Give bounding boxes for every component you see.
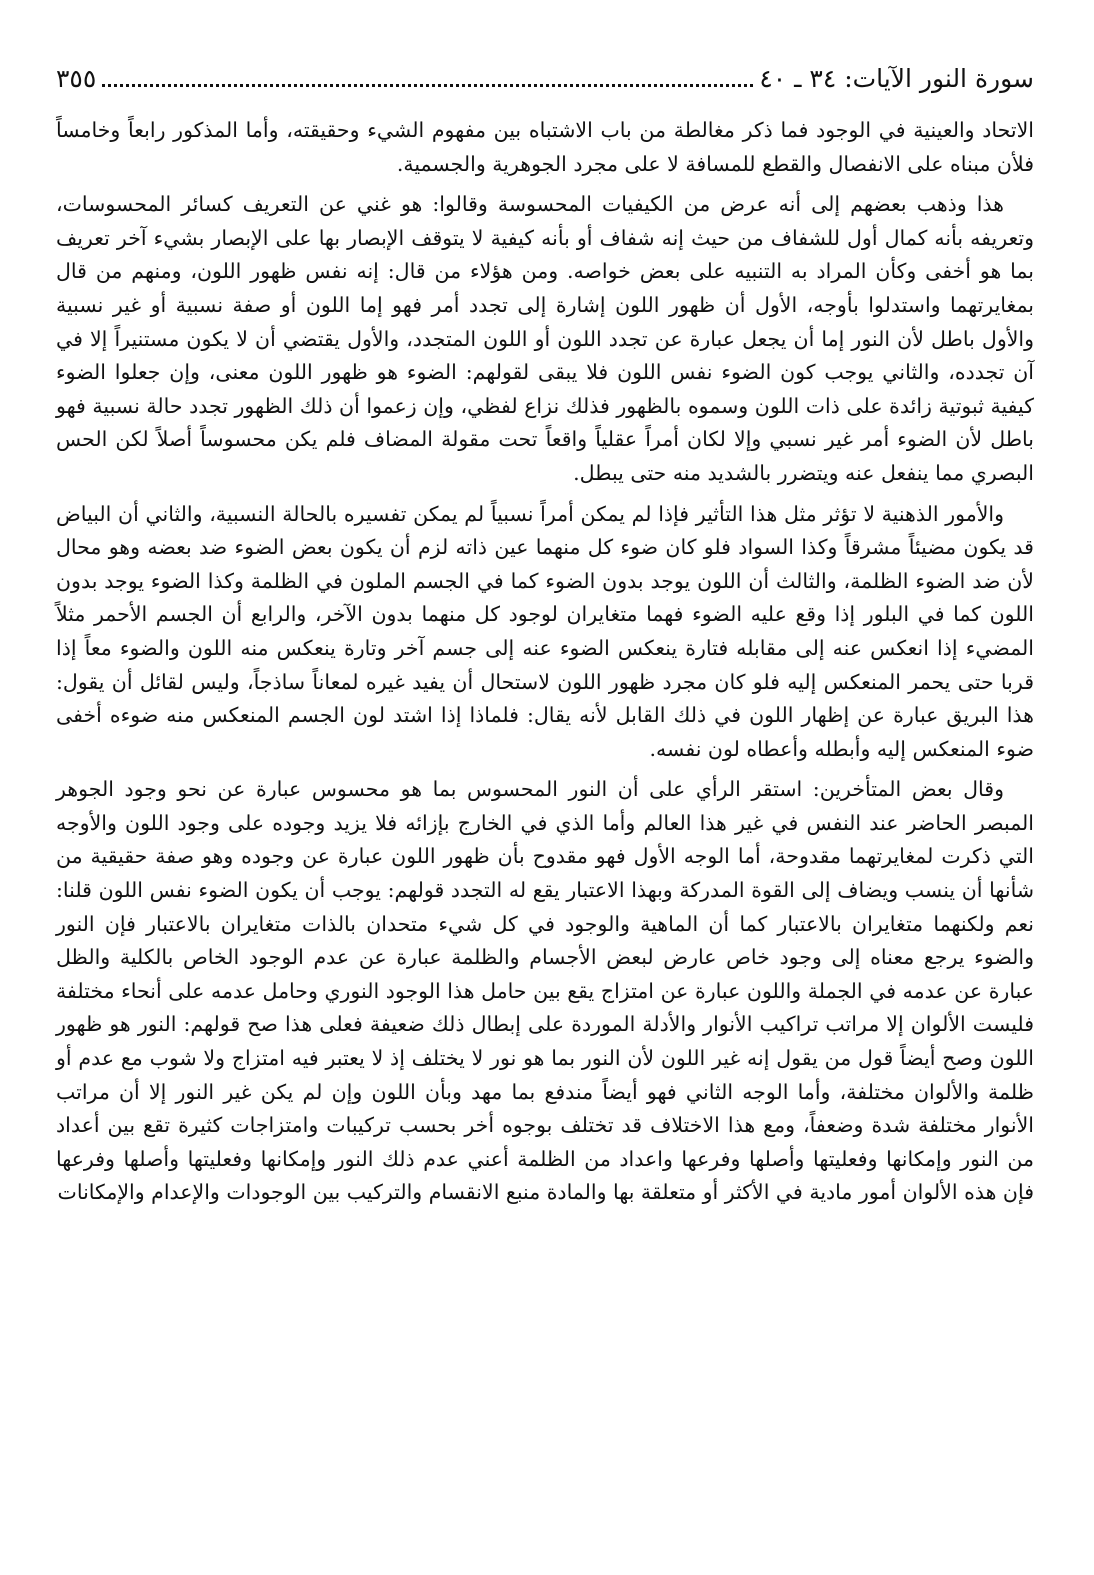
body-text (56, 114, 1034, 1210)
paragraph: هذا وذهب بعضهم إلى أنه عرض من الكيفيات المحسوسة وقالوا: هو غني عن التعريف كسائر المحسوسات، وتعريفه بأنه كمال أول للشفاف من حيث إنه شفاف أو بأنه كيفية لا يتوقف الإبصار بها على الإبصار بشيء آخر تعريف بما هو أخفى وكأن المراد به التنبيه على بعض خواصه. ومن هؤلاء من قال: إنه نفس ظهور اللون، ومنهم من قال بمغايرتهما واستدلوا بأوجه، الأول أن ظهور اللون إشارة إلى تجدد أمر فهو إما اللون أو صفة نسبية أو غير نسبية والأول باطل لأن النور إما أن يجعل عبارة عن تجدد اللون أو اللون المتجدد، والأول يقتضي أن لا يكون مستنيراً إلا في آن تجدده، والثاني يوجب كون الضوء نفس اللون فلا يبقى لقولهم: الضوء هو ظهور اللون معنى، وإن جعلوا الضوء كيفية ثبوتية زائدة على ذات اللون وسموه بالظهور فذلك نزاع لفظي، وإن زعموا أن ذلك الظهور تجدد حالة نسبية فهو باطل لأن الضوء أمر غير نسبي وإلا لكان أمراً عقلياً واقعاً تحت مقولة المضاف فلم يكن محسوساً أصلاً لكن الحس البصري مما ينفعل عنه ويتضرر بالشديد منه حتى يبطل. (56, 192, 1034, 485)
running-header (56, 64, 1034, 104)
page-number: ٣٥٥ (56, 64, 97, 93)
dotted-leader (102, 84, 753, 87)
chapter-title: سورة النور الآيات: ٣٤ ـ ٤٠ (759, 64, 1034, 93)
paragraph: والأمور الذهنية لا تؤثر مثل هذا التأثير فإذا لم يمكن أمراً نسبياً لم يمكن تفسيره بالحالة النسبية، والثاني أن البياض قد يكون مضيئاً مشرقاً وكذا السواد فلو كان ضوء كل منهما عين ذاته لزم أن يكون بعض الضوء ضد بعضه وهو محال لأن ضد الضوء الظلمة، والثالث أن اللون يوجد بدون الضوء كما في الجسم الملون في الظلمة وكذا الضوء يوجد بدون اللون كما في البلور إذا وقع عليه الضوء فهما متغايران لوجود كل منهما بدون الآخر، والرابع أن الجسم الأحمر مثلاً المضيء إذا انعكس عنه إلى مقابله فتارة ينعكس الضوء عنه إلى جسم آخر وتارة ينعكس منه اللون والضوء معاً إذا قربا حتى يحمر المنعكس إليه فلو كان مجرد ظهور اللون لاستحال أن يفيد غيره لمعاناً ساذجاً، وليس لقائل أن يقول: هذا البريق عبارة عن إظهار اللون في ذلك القابل لأنه يقال: فلماذا إذا اشتد لون الجسم المنعكس منه ضوءه أخفى ضوء المنعكس إليه وأبطله وأعطاه لون نفسه. (56, 501, 1034, 761)
paragraph: وقال بعض المتأخرين: استقر الرأي على أن النور المحسوس بما هو محسوس عبارة عن نحو وجود الجوهر المبصر الحاضر عند النفس في غير هذا العالم وأما الذي في الخارج بإزائه فلا يزيد وجوده على وجود اللون والأوجه التي ذكرت لمغايرتهما مقدوحة، أما الوجه الأول فهو مقدوح بأن ظهور اللون عبارة عن وجوده وهو صفة حقيقية من شأنها أن ينسب ويضاف إلى القوة المدركة وبهذا الاعتبار يقع له التجدد قولهم: يوجب أن يكون الضوء نفس اللون قلنا: نعم ولكنهما متغايران بالاعتبار كما أن الماهية والوجود في كل شيء متحدان بالذات متغايران بالاعتبار فإن النور والضوء يرجع معناه إلى وجود خاص عارض لبعض الأجسام والظلمة عبارة عن عدم الوجود الخاص بالكلية والظل عبارة عن عدمه في الجملة واللون عبارة عن امتزاج يقع بين حامل هذا الوجود النوري وحامل عدمه على أنحاء مختلفة فليست الألوان إلا مراتب تراكيب الأنوار والأدلة الموردة على إبطال ذلك ضعيفة فعلى هذا صح قولهم: النور هو ظهور اللون وصح أيضاً قول من يقول إنه غير اللون لأن النور بما هو نور لا يختلف إذ لا يعتبر فيه امتزاج ولا شوب مع عدم أو ظلمة والألوان مختلفة، وأما الوجه الثاني فهو أيضاً مندفع بما مهد وبأن اللون وإن لم يكن غير النور إلا أن مراتب الأنوار مختلفة شدة وضعفاً، ومع هذا الاختلاف قد تختلف بوجوه أخر بحسب تركيبات وامتزاجات كثيرة تقع بين أعداد من النور وإمكانها وفعليتها وأصلها وفرعها واعداد من الظلمة أعني عدم ذلك النور وإمكانها وفعليتها وأصلها وفرعها فإن هذه الألوان أمور مادية في الأكثر أو متعلقة بها والمادة منبع الانقسام والتركيب بين الوجودات والإعدام والإمكانات (56, 777, 1034, 1205)
paragraph: الاتحاد والعينية في الوجود فما ذكر مغالطة من باب الاشتباه بين مفهوم الشيء وحقيقته، وأما المذكور رابعاً وخامساً فلأن مبناه على الانفصال والقطع للمسافة لا على مجرد الجوهرية والجسمية. (56, 118, 1034, 176)
